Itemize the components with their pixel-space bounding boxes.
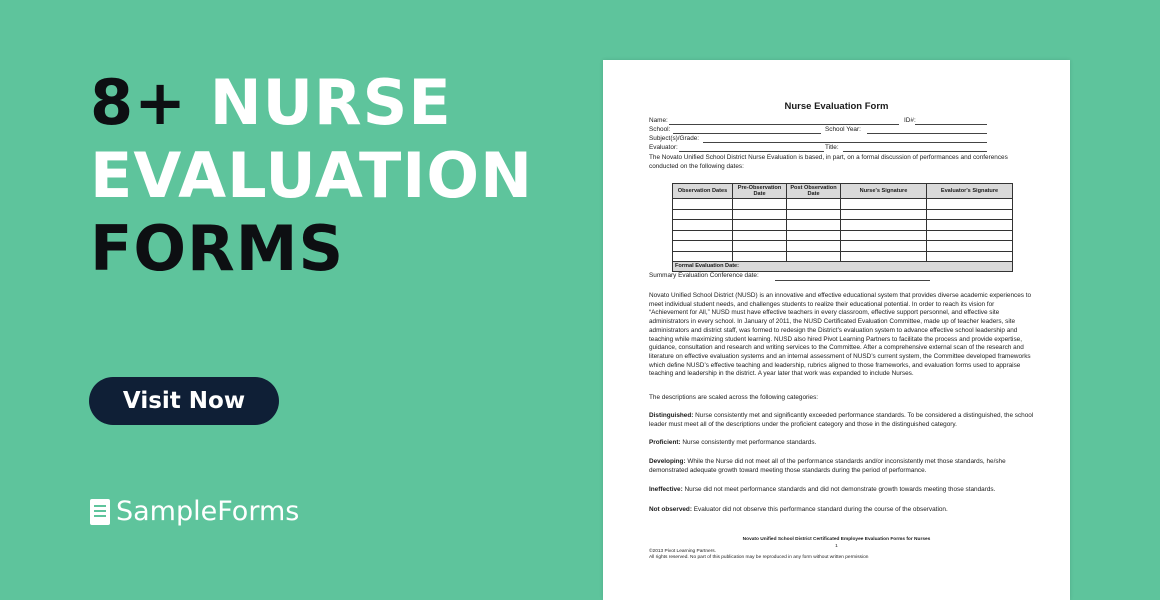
school-year-label: School Year: — [825, 126, 861, 133]
page-number: 1 — [835, 544, 838, 549]
id-line — [915, 124, 987, 125]
table-row — [673, 230, 1013, 241]
title-label: Title: — [825, 144, 839, 151]
category-text: While the Nurse did not meet all of the performance standards and/or inconsistently met those standards, he/she demonstrated adequate growth toward meeting those standards during the period of performance. — [649, 458, 1006, 474]
headline — [90, 66, 533, 285]
col-nurse-signature: Nurse's Signature — [841, 184, 927, 199]
name-row — [649, 117, 986, 126]
name-label: Name: — [649, 117, 668, 124]
document-preview[interactable] — [603, 60, 1070, 600]
school-label: School: — [649, 126, 671, 133]
category-text: Nurse consistently met and significantly exceeded performance standards. To be considered a distinguished, the school leader must meet all of the descriptions under the proficient category and those in the distinguished category. — [649, 412, 1034, 428]
evaluator-line — [679, 151, 824, 152]
table-row — [673, 220, 1013, 231]
observation-table — [672, 183, 1013, 272]
formal-evaluation-label: Formal Evaluation Date: — [673, 262, 1013, 272]
subject-line — [703, 142, 987, 143]
table-row — [673, 251, 1013, 262]
col-observation-dates: Observation Dates — [673, 184, 733, 199]
headline-nurse: NURSE — [209, 66, 452, 139]
category-proficient — [649, 439, 1034, 448]
category-ineffective — [649, 486, 1034, 495]
table-row — [673, 241, 1013, 252]
table-row — [673, 209, 1013, 220]
category-term: Developing: — [649, 458, 686, 465]
category-term: Distinguished: — [649, 412, 694, 419]
title-line — [843, 151, 987, 152]
table-row — [673, 199, 1013, 210]
headline-line-2: EVALUATION — [90, 139, 533, 212]
summary-conference-label: Summary Evaluation Conference date: — [649, 272, 759, 279]
school-year-line — [867, 133, 987, 134]
category-text: Evaluator did not observe this performance standard during the course of the observation. — [693, 506, 948, 513]
category-text: Nurse consistently met performance standards. — [682, 439, 817, 446]
school-row — [649, 126, 986, 135]
document-icon — [90, 499, 110, 525]
summary-conference-line — [775, 280, 930, 281]
category-term: Proficient: — [649, 439, 681, 446]
col-pre-observation: Pre-Observation Date — [733, 184, 787, 199]
col-evaluator-signature: Evaluator's Signature — [927, 184, 1013, 199]
category-not-observed — [649, 506, 1034, 515]
visit-now-button[interactable]: Visit Now — [89, 377, 279, 425]
evaluator-label: Evaluator: — [649, 144, 678, 151]
body-paragraph: Novato Unified School District (NUSD) is an innovative and effective educational system that provides diverse academic experiences to meet individual student needs, and challenges students to realize their educational potential. In order to reach its vision for “Achievement for All,” NUSD must have effective teachers in every classroom, effective support personnel, and effective site administrators in every school. In January of 2011, the NUSD Certificated Evaluation Committee, made up of teacher leaders, site administrators and district staff, was formed to redesign the District’s evaluation system to advance effective school leadership and teaching while maximizing student learning. NUSD also hired Pivot Learning Partners to facilitate the process and provide expertise, guidance, consultation and research and writing services to the Committee. After a comprehensive external scan of the research and literature on effective evaluation systems and an internal assessment of NUSD’s current system, the Committee developed frameworks which define NUSD’s effective teaching and leadership, rubrics aligned to those frameworks, and evaluation forms used to appraise teaching and leadership in the district. A year later that work was expanded to include Nurses. — [649, 292, 1032, 378]
school-line — [673, 133, 821, 134]
copyright-line: ©2013 Pivot Learning Partners. — [649, 549, 716, 554]
subject-label: Subject(s)/Grade: — [649, 135, 700, 142]
id-label: ID#: — [904, 117, 916, 124]
category-text: Nurse did not meet performance standards and did not demonstrate growth towards meeting those standards. — [684, 486, 996, 493]
brand-logo[interactable] — [90, 496, 299, 527]
headline-count: 8+ — [90, 66, 188, 139]
category-distinguished — [649, 412, 1034, 429]
evaluator-row — [649, 144, 986, 153]
subject-row — [649, 135, 986, 144]
category-term: Not observed: — [649, 506, 692, 513]
formal-evaluation-row — [673, 262, 1013, 272]
scale-intro: The descriptions are scaled across the following categories: — [649, 394, 819, 401]
intro-text: The Novato Unified School District Nurse Evaluation is based, in part, on a formal discussion of performances and conferences conducted on the following dates: — [649, 154, 1008, 170]
name-line — [669, 124, 899, 125]
brand-name: SampleForms — [116, 496, 300, 527]
document-title: Nurse Evaluation Form — [784, 101, 889, 112]
category-term: Ineffective: — [649, 486, 683, 493]
headline-line-3: FORMS — [90, 212, 345, 285]
footer-copyright — [649, 549, 868, 562]
category-developing — [649, 458, 1034, 475]
headline-line-1 — [90, 66, 533, 139]
table-header-row — [673, 184, 1013, 199]
rights-line: All rights reserved. No part of this publication may be reproduced in any form without written permission — [649, 555, 869, 561]
col-post-observation: Post Observation Date — [787, 184, 841, 199]
footer-title: Novato Unified School District Certificated Employee Evaluation Forms for Nurses — [742, 537, 931, 542]
